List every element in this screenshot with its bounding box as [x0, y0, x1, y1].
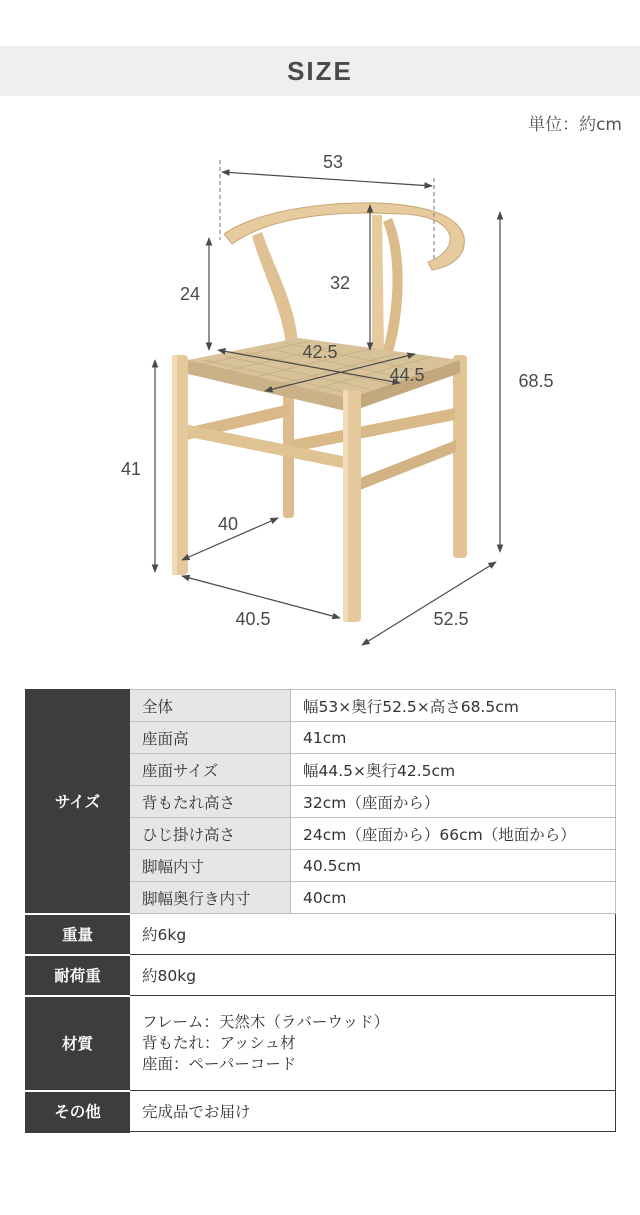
dim-leg-inner-depth: 40 [217, 514, 239, 534]
dim-seat-depth: 42.5 [302, 342, 338, 362]
table-row [26, 955, 616, 996]
weight-value: 約6kg [130, 914, 616, 955]
size-value-leg-inner-width: 40.5cm [291, 850, 616, 882]
dim-total-width: 53 [322, 152, 344, 172]
category-material: 材質 [26, 996, 130, 1091]
size-value-seat-size: 幅44.5×奥行42.5cm [291, 754, 616, 786]
dim-total-height: 68.5 [518, 371, 554, 391]
size-label-seat-size: 座面サイズ [130, 754, 291, 786]
other-value: 完成品でお届け [130, 1091, 616, 1132]
dim-leg-inner-width: 40.5 [235, 609, 271, 629]
size-value-backrest-height: 32cm（座面から） [291, 786, 616, 818]
dim-backrest-height: 32 [329, 273, 351, 293]
category-size: サイズ [26, 690, 130, 914]
table-row [26, 690, 616, 722]
dim-seat-height: 41 [120, 459, 142, 479]
size-label-overall: 全体 [130, 690, 291, 722]
category-load: 耐荷重 [26, 955, 130, 996]
chair-illustration [172, 203, 467, 622]
table-row [26, 1091, 616, 1132]
size-value-armrest-height: 24cm（座面から）66cm（地面から） [291, 818, 616, 850]
size-label-seat-height: 座面高 [130, 722, 291, 754]
size-label-leg-inner-width: 脚幅内寸 [130, 850, 291, 882]
size-label-leg-inner-depth: 脚幅奥行き内寸 [130, 882, 291, 914]
chair-dimension-diagram [0, 140, 640, 660]
size-header-band [0, 46, 640, 96]
size-value-seat-height: 41cm [291, 722, 616, 754]
dim-total-depth: 52.5 [433, 609, 469, 629]
category-weight: 重量 [26, 914, 130, 955]
size-label-armrest-height: ひじ掛け高さ [130, 818, 291, 850]
material-line-seat: 座面：ペーパーコード [142, 1054, 297, 1073]
size-title: SIZE [287, 55, 353, 86]
size-value-overall: 幅53×奥行52.5×高さ68.5cm [291, 690, 616, 722]
material-line-backrest: 背もたれ：アッシュ材 [142, 1033, 296, 1052]
table-row [26, 914, 616, 955]
dim-seat-width: 44.5 [389, 365, 425, 385]
category-other: その他 [26, 1091, 130, 1132]
spec-table [25, 689, 616, 1133]
material-line-frame: フレーム：天然木（ラバーウッド） [142, 1012, 390, 1031]
unit-note: 単位：約cm [528, 115, 622, 135]
dim-armrest-height: 24 [179, 284, 201, 304]
table-row [26, 996, 616, 1091]
size-label-backrest-height: 背もたれ高さ [130, 786, 291, 818]
material-value [130, 996, 616, 1091]
load-value: 約80kg [130, 955, 616, 996]
size-value-leg-inner-depth: 40cm [291, 882, 616, 914]
